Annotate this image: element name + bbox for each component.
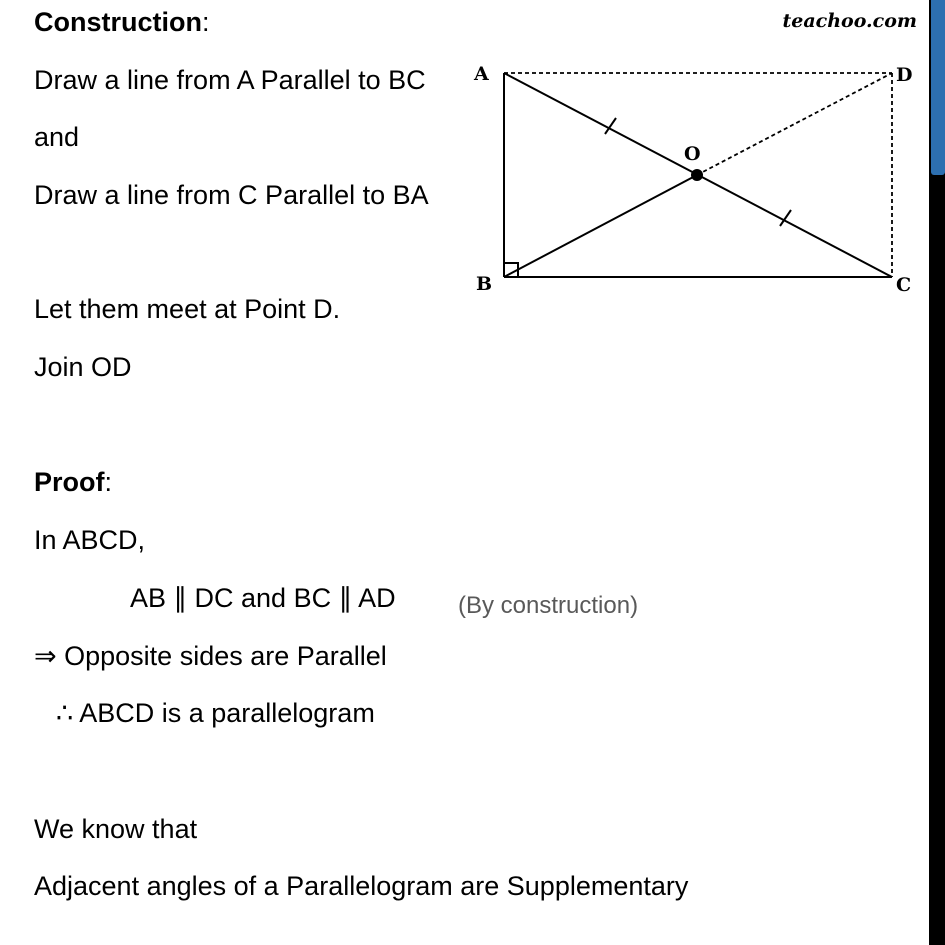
teachoo-logo: teachoo.com xyxy=(782,10,917,32)
scrollbar-thumb[interactable] xyxy=(931,0,945,175)
line-od-dashed xyxy=(697,73,892,175)
construction-step-1: Draw a line from A Parallel to BC xyxy=(34,65,426,95)
construction-step-and: and xyxy=(34,122,80,152)
construction-heading-line xyxy=(34,6,210,38)
proof-colon: : xyxy=(104,467,113,497)
construction-colon: : xyxy=(202,7,210,37)
proof-line-6: Adjacent angles of a Parallelogram are Supplementary xyxy=(34,871,689,901)
label-d: D xyxy=(896,64,913,86)
proof-reason: (By construction) xyxy=(458,592,639,619)
proof-heading-line xyxy=(34,466,112,498)
proof-line-5: We know that xyxy=(34,814,198,844)
construction-step-2: Draw a line from C Parallel to BA xyxy=(34,180,429,210)
scrollbar[interactable] xyxy=(929,0,945,945)
label-c: C xyxy=(896,274,912,296)
label-b: B xyxy=(476,273,493,295)
label-a: A xyxy=(474,63,489,85)
construction-heading: Construction xyxy=(34,7,202,37)
rectangle-diagram xyxy=(468,50,928,300)
line-bo xyxy=(504,175,697,277)
proof-line-2: AB ∥ DC and BC ∥ AD xyxy=(130,583,396,613)
construction-step-3: Let them meet at Point D. xyxy=(34,294,341,324)
proof-line-1: In ABCD, xyxy=(34,525,146,555)
proof-heading: Proof xyxy=(34,467,105,497)
label-o: O xyxy=(684,143,701,165)
point-o xyxy=(691,169,703,181)
proof-line-4: ∴ ABCD is a parallelogram xyxy=(56,698,375,728)
proof-line-3: ⇒ Opposite sides are Parallel xyxy=(34,641,387,671)
construction-step-4: Join OD xyxy=(34,352,132,382)
